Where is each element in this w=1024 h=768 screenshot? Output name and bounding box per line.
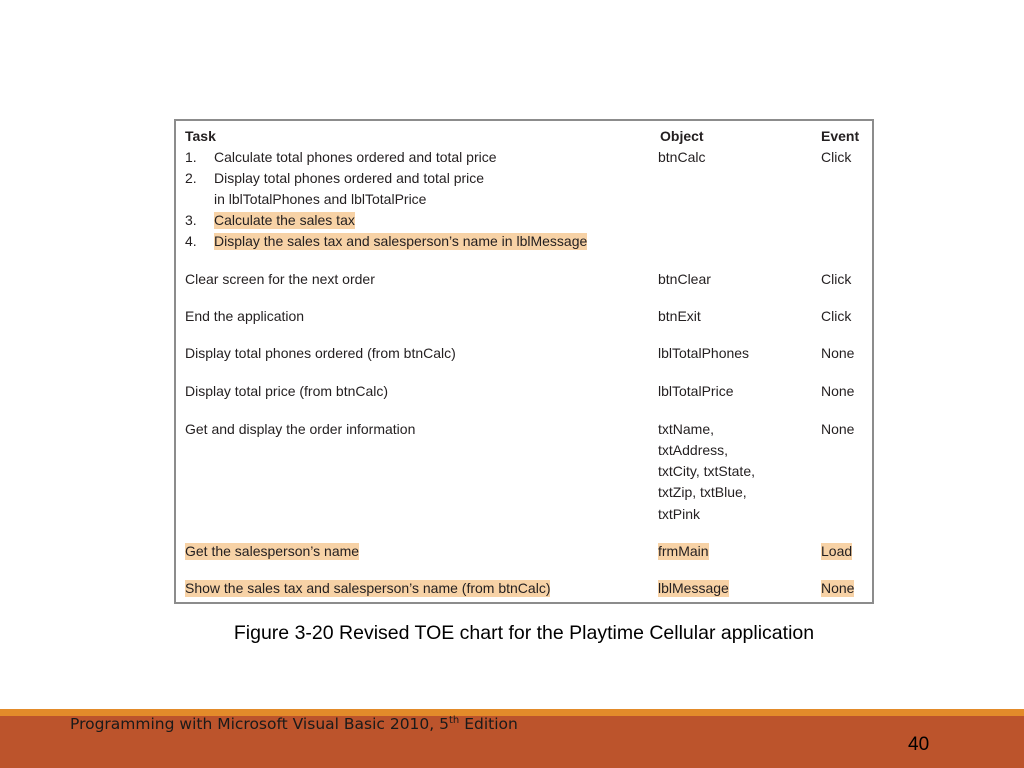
task-cell: Clear screen for the next order bbox=[185, 271, 375, 287]
item-text-highlighted: Display the sales tax and salesperson’s name in lblMessage bbox=[214, 233, 588, 249]
header-task: Task bbox=[185, 128, 216, 144]
task-cell: Get and display the order information bbox=[185, 421, 416, 437]
object-cell: btnClear bbox=[658, 271, 711, 287]
object-cell: txtZip, txtBlue, bbox=[658, 484, 747, 500]
header-object: Object bbox=[660, 128, 704, 144]
object-cell: btnExit bbox=[658, 308, 701, 324]
footer-title-superscript: th bbox=[449, 715, 460, 726]
event-cell: None bbox=[821, 421, 855, 437]
task-cell-highlighted: Get the salesperson’s name bbox=[185, 543, 360, 559]
event-cell: Click bbox=[821, 271, 852, 287]
item-text: Display total phones ordered and total price bbox=[214, 170, 485, 186]
footer-title-end: Edition bbox=[459, 715, 518, 734]
object-cell: txtPink bbox=[658, 506, 701, 522]
item-number: 4. bbox=[185, 233, 197, 249]
event-cell: Click bbox=[821, 149, 852, 165]
footer-course-title bbox=[70, 715, 518, 733]
object-cell: btnCalc bbox=[658, 149, 706, 165]
task-cell: End the application bbox=[185, 308, 305, 324]
item-text: in lblTotalPhones and lblTotalPrice bbox=[214, 191, 427, 207]
figure-caption: Figure 3-20 Revised TOE chart for the Playtime Cellular application bbox=[233, 622, 815, 644]
object-cell: txtCity, txtState, bbox=[658, 463, 755, 479]
event-cell: None bbox=[821, 383, 855, 399]
event-cell-highlighted: Load bbox=[821, 543, 853, 559]
header-event: Event bbox=[821, 128, 860, 144]
event-cell-highlighted: None bbox=[821, 580, 855, 596]
task-cell: Display total phones ordered (from btnCalc) bbox=[185, 345, 456, 361]
object-cell: txtName, bbox=[658, 421, 715, 437]
event-cell: None bbox=[821, 345, 855, 361]
item-number: 3. bbox=[185, 212, 197, 228]
item-number: 1. bbox=[185, 149, 197, 165]
footer-title-main: Programming with Microsoft Visual Basic 2010, 5 bbox=[70, 715, 449, 734]
object-cell: txtAddress, bbox=[658, 442, 729, 458]
item-text-highlighted: Calculate the sales tax bbox=[214, 212, 355, 228]
item-text: Calculate total phones ordered and total price bbox=[214, 149, 497, 165]
item-number: 2. bbox=[185, 170, 197, 186]
object-cell: lblTotalPhones bbox=[658, 345, 750, 361]
object-cell-highlighted: lblMessage bbox=[658, 580, 729, 596]
event-cell: Click bbox=[821, 308, 852, 324]
task-cell: Display total price (from btnCalc) bbox=[185, 383, 389, 399]
page-number: 40 bbox=[908, 734, 930, 755]
object-cell-highlighted: frmMain bbox=[658, 543, 709, 559]
object-cell: lblTotalPrice bbox=[658, 383, 734, 399]
task-cell-highlighted: Show the sales tax and salesperson’s name (from btnCalc) bbox=[185, 580, 551, 596]
toe-chart-figure bbox=[174, 119, 874, 604]
